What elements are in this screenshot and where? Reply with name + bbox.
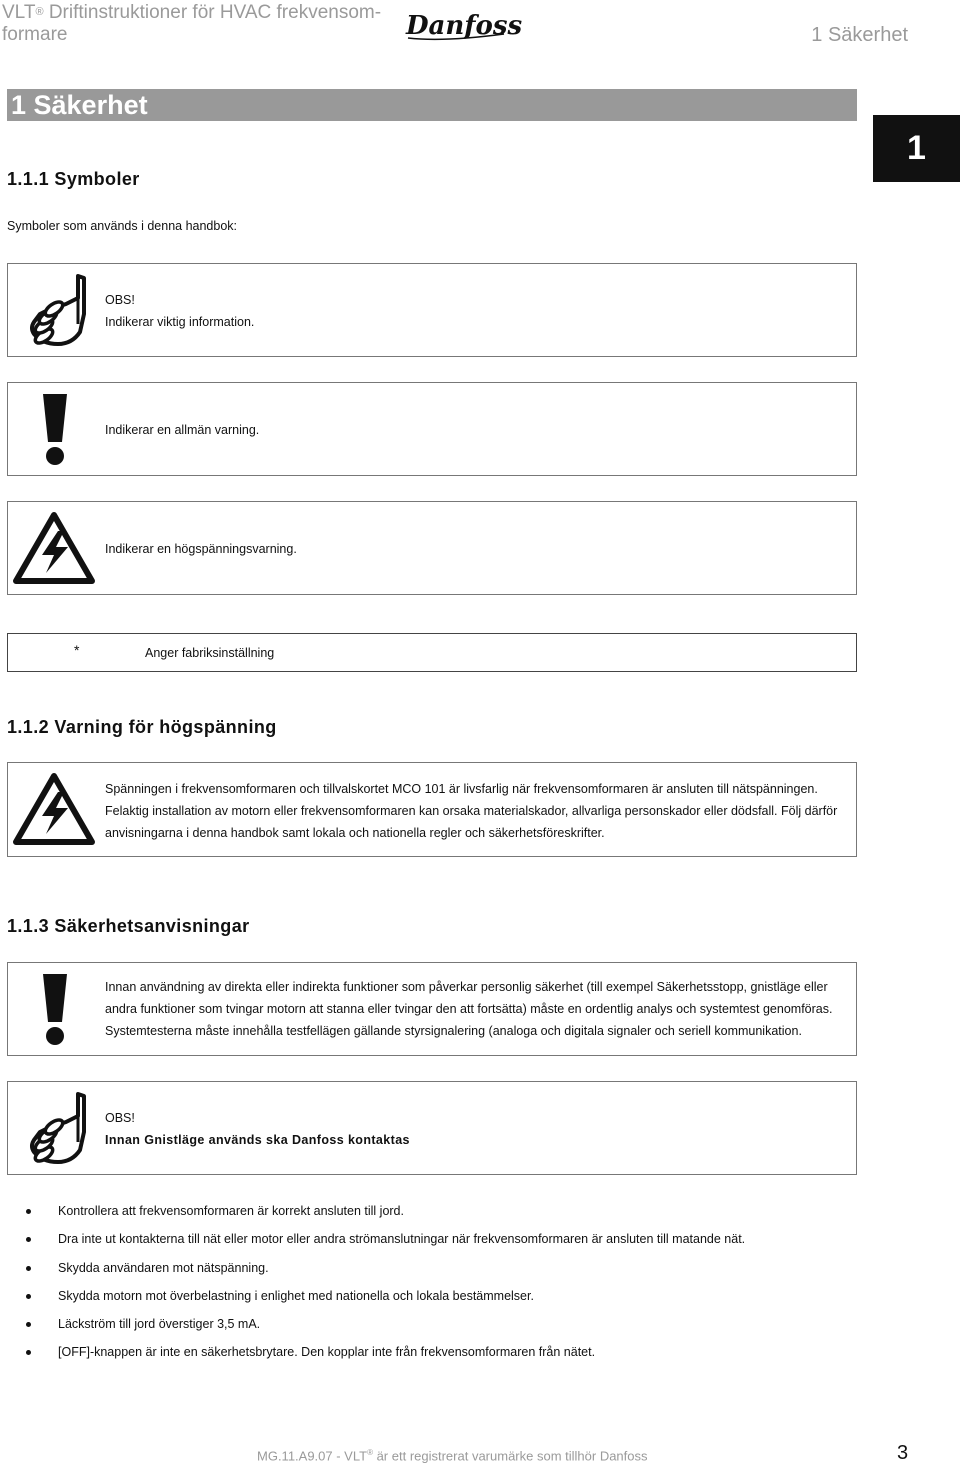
high-voltage-line-1: Spänningen i frekvensomformaren och tillvalskortet MCO 101 är livsfarlig när frekvensomformaren är ansluten till nätspänningen.: [105, 782, 818, 796]
header-title: [2, 2, 422, 46]
header-title-brand: VLT: [2, 2, 36, 23]
danfoss-logo-text: Danfoss: [406, 11, 523, 41]
safety-warning-box: [7, 962, 857, 1056]
footer-doc-code: MG.11.A9.07 - VLT: [257, 1448, 368, 1464]
safety-note-label: OBS!: [105, 1111, 135, 1125]
header-title-line2: formare: [2, 24, 68, 45]
list-item: Skydda motorn mot överbelastning i enlighet med nationella och lokala bestämmelser.: [26, 1285, 745, 1313]
note-hand-icon: [28, 1092, 88, 1166]
asterisk-icon: *: [74, 642, 80, 658]
note-description: Indikerar viktig information.: [105, 315, 255, 329]
footer-text: [257, 1448, 648, 1463]
exclamation-icon: [40, 972, 70, 1046]
high-voltage-description: Indikerar en högspänningsvarning.: [105, 542, 297, 556]
footer-registered-mark: ®: [367, 1448, 373, 1457]
high-voltage-warning-box: [7, 762, 857, 857]
list-item: Kontrollera att frekvensomformaren är korrekt ansluten till jord.: [26, 1200, 745, 1228]
note-label: OBS!: [105, 293, 135, 307]
chapter-title-bar: 1 Säkerhet: [7, 89, 857, 121]
default-setting-description: Anger fabriksinställning: [145, 646, 275, 660]
list-item: [OFF]-knappen är inte en säkerhetsbrytare. Den kopplar inte från frekvensomformaren från nätet.: [26, 1341, 745, 1369]
header-section: 1 Säkerhet: [811, 24, 908, 46]
safety-note-text: Innan Gnistläge används ska Danfoss kontaktas: [105, 1133, 410, 1147]
header-title-text: Driftinstruktioner för HVAC frekvensom-: [43, 2, 382, 23]
symbols-intro: Symboler som används i denna handbok:: [7, 219, 238, 233]
high-voltage-symbol-box: [7, 501, 857, 595]
high-voltage-line-2: Felaktig installation av motorn eller frekvensomformaren kan orsaka materialskador, allvarliga personskador eller dödsfall. Följ därför: [105, 804, 838, 818]
default-setting-symbol-box: [7, 633, 857, 672]
page-number: 3: [897, 1442, 909, 1464]
symbols-heading: 1.1.1 Symboler: [7, 169, 140, 189]
list-item: Skydda användaren mot nätspänning.: [26, 1257, 745, 1285]
chapter-tab: 1: [873, 115, 960, 182]
danfoss-logo: [404, 4, 523, 44]
general-warning-symbol-box: [7, 382, 857, 476]
safety-warning-line-1: Innan användning av direkta eller indirekta funktioner som påverkar personlig säkerhet (till exempel Säkerhetsstopp, gnistläge eller: [105, 980, 828, 994]
safety-bullet-list: [26, 1200, 745, 1370]
high-voltage-heading: 1.1.2 Varning för högspänning: [7, 717, 277, 737]
note-symbol-box: [7, 263, 857, 357]
high-voltage-icon: [12, 772, 96, 846]
footer-trademark: är ett registrerat varumärke som tillhör Danfoss: [372, 1448, 648, 1464]
exclamation-icon: [40, 392, 70, 466]
safety-warning-line-2: andra funktioner som tvingar motorn att stanna eller tvingar den att fortsätta) måste en ordentlig analys och systemtest genomföras.: [105, 1002, 833, 1016]
safety-note-box: [7, 1081, 857, 1175]
header-registered-mark: ®: [35, 6, 44, 18]
list-item: Läckström till jord överstiger 3,5 mA.: [26, 1313, 745, 1341]
general-warning-description: Indikerar en allmän varning.: [105, 423, 260, 437]
high-voltage-icon: [12, 511, 96, 585]
note-hand-icon: [28, 274, 88, 348]
list-item: Dra inte ut kontakterna till nät eller motor eller andra strömanslutningar när frekvensomformaren är ansluten till matande nät.: [26, 1228, 745, 1256]
safety-heading: 1.1.3 Säkerhetsanvisningar: [7, 916, 250, 936]
safety-warning-line-3: Systemtesterna måste innehålla testfellägen gällande styrsignalering (analoga och digitala signaler och seriell kommunikation.: [105, 1024, 802, 1038]
high-voltage-line-3: anvisningarna i denna handbok samt lokala och nationella regler och säkerhetsföreskrifter.: [105, 826, 605, 840]
